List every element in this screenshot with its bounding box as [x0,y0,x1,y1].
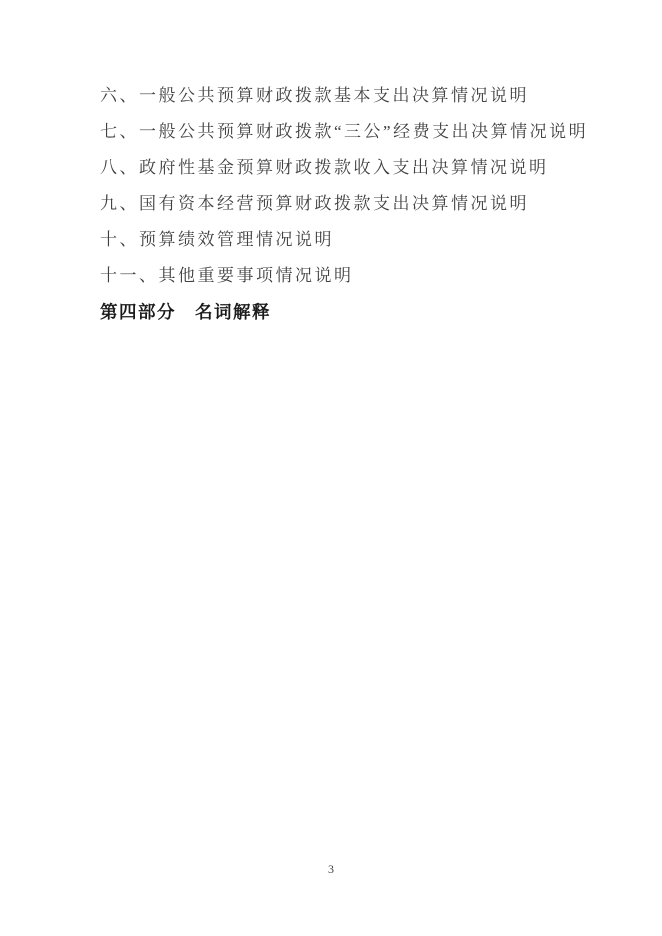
toc-item: 十、预算绩效管理情况说明 [100,230,334,249]
toc-item: 九、国有资本经营预算财政拨款支出决算情况说明 [100,194,529,213]
toc-item: 七、一般公共预算财政拨款“三公”经费支出决算情况说明 [100,122,589,141]
toc-section [100,78,588,330]
toc-item: 十一、其他重要事项情况说明 [100,266,354,285]
toc-item: 八、政府性基金预算财政拨款收入支出决算情况说明 [100,158,549,177]
section-heading: 第四部分 名词解释 [100,302,271,322]
toc-item: 六、一般公共预算财政拨款基本支出决算情况说明 [100,86,529,105]
page-number: 3 [328,862,334,876]
page-footer [0,860,662,878]
